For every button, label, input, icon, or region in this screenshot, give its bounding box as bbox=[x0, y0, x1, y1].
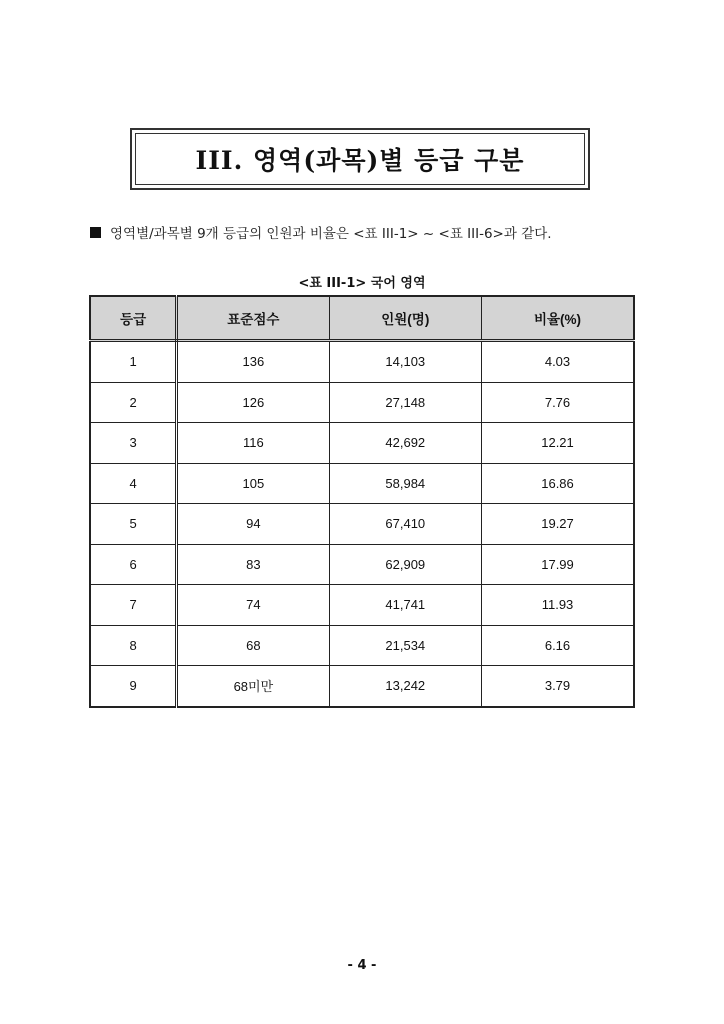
header-grade: 등급 bbox=[90, 296, 177, 341]
cell-count: 21,534 bbox=[329, 625, 481, 666]
square-bullet-icon bbox=[90, 227, 101, 238]
cell-count: 41,741 bbox=[329, 585, 481, 626]
cell-ratio: 16.86 bbox=[482, 463, 634, 504]
intro-text: 영역별/과목별 9개 등급의 인원과 비율은 <표 III-1> ~ <표 III-6>과 같다. bbox=[110, 226, 552, 242]
cell-standard-score: 68미만 bbox=[177, 666, 329, 707]
header-standard-score: 표준점수 bbox=[177, 296, 329, 341]
cell-grade: 7 bbox=[90, 585, 177, 626]
table-row bbox=[90, 544, 634, 585]
cell-standard-score: 105 bbox=[177, 463, 329, 504]
cell-ratio: 6.16 bbox=[482, 625, 634, 666]
cell-ratio: 7.76 bbox=[482, 382, 634, 423]
cell-grade: 9 bbox=[90, 666, 177, 707]
table-row bbox=[90, 585, 634, 626]
cell-grade: 3 bbox=[90, 423, 177, 464]
cell-count: 13,242 bbox=[329, 666, 481, 707]
cell-grade: 2 bbox=[90, 382, 177, 423]
cell-count: 58,984 bbox=[329, 463, 481, 504]
cell-count: 42,692 bbox=[329, 423, 481, 464]
table-header-row bbox=[90, 296, 634, 341]
cell-standard-score: 83 bbox=[177, 544, 329, 585]
table-row bbox=[90, 504, 634, 545]
cell-count: 27,148 bbox=[329, 382, 481, 423]
page-number: - 4 - bbox=[347, 958, 377, 973]
header-count: 인원(명) bbox=[329, 296, 481, 341]
cell-grade: 5 bbox=[90, 504, 177, 545]
section-title: III. 영역(과목)별 등급 구분 bbox=[135, 133, 585, 185]
cell-grade: 4 bbox=[90, 463, 177, 504]
cell-standard-score: 126 bbox=[177, 382, 329, 423]
table-row bbox=[90, 463, 634, 504]
cell-standard-score: 68 bbox=[177, 625, 329, 666]
cell-ratio: 19.27 bbox=[482, 504, 634, 545]
cell-count: 14,103 bbox=[329, 341, 481, 383]
cell-grade: 6 bbox=[90, 544, 177, 585]
cell-standard-score: 94 bbox=[177, 504, 329, 545]
cell-grade: 8 bbox=[90, 625, 177, 666]
cell-count: 67,410 bbox=[329, 504, 481, 545]
cell-ratio: 17.99 bbox=[482, 544, 634, 585]
table-row bbox=[90, 625, 634, 666]
cell-standard-score: 74 bbox=[177, 585, 329, 626]
cell-ratio: 3.79 bbox=[482, 666, 634, 707]
section-title-box bbox=[130, 128, 590, 190]
table-row bbox=[90, 666, 634, 707]
cell-ratio: 4.03 bbox=[482, 341, 634, 383]
cell-standard-score: 116 bbox=[177, 423, 329, 464]
cell-ratio: 11.93 bbox=[482, 585, 634, 626]
grade-table bbox=[89, 295, 635, 708]
cell-standard-score: 136 bbox=[177, 341, 329, 383]
header-ratio: 비율(%) bbox=[482, 296, 634, 341]
cell-grade: 1 bbox=[90, 341, 177, 383]
table-row bbox=[90, 423, 634, 464]
cell-ratio: 12.21 bbox=[482, 423, 634, 464]
table-caption: <표 III-1> 국어 영역 bbox=[298, 276, 426, 291]
intro-paragraph bbox=[90, 222, 552, 242]
cell-count: 62,909 bbox=[329, 544, 481, 585]
table-row bbox=[90, 341, 634, 383]
table-row bbox=[90, 382, 634, 423]
